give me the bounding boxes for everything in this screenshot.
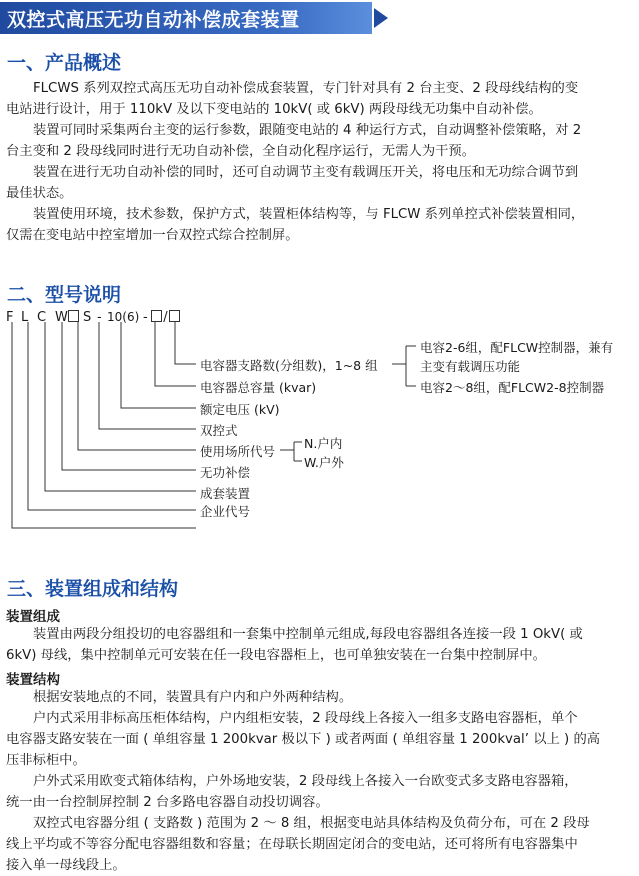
- label-capacity: 电容器总容量 (kvar): [200, 380, 317, 395]
- text-line: 6kV) 母线，集中控制单元可安装在任一段电容器柜上，也可单独安装在一台集中控制屏中。: [6, 648, 546, 663]
- text-line: 电站进行设计，用于 110kV 及以下变电站的 10kV( 或 6kV) 两段母线无功集中自动补偿。: [6, 102, 542, 117]
- structure-paragraph: [6, 687, 634, 876]
- text-line: 统一由一台控制屏控制 2 台多路电容器自动投切调容。: [6, 795, 329, 810]
- text-line: 接入单一母线段上。: [6, 858, 126, 873]
- code-char: -: [143, 310, 148, 325]
- code-char: F: [6, 310, 14, 325]
- text-line: 台主变和 2 段母线同时进行无功自动补偿，全自动化程序运行，无需人为干预。: [6, 144, 476, 159]
- subheading-composition: 装置组成: [6, 609, 60, 625]
- code-char: L: [21, 310, 29, 325]
- controller-note-1b: 主变有载调压功能: [420, 359, 521, 374]
- text-line: 户内式采用非标高压柜体结构，户内组柜安装，2 段母线上各接入一组多支路电容器柜，单个: [33, 711, 578, 726]
- label-voltage: 额定电压 (kV): [200, 402, 280, 417]
- label-reactive: 无功补偿: [200, 465, 251, 480]
- text-line: 装置由两段分组投切的电容器组和一套集中控制单元组成,每段电容器组各连接一段 1 OkV( 或: [33, 627, 583, 642]
- usage-indoor: N.户内: [304, 436, 343, 451]
- text-line: 根据安装地点的不同，装置具有户内和户外两种结构。: [33, 690, 353, 705]
- text-line: 户外式采用欧变式箱体结构，户外场地安装，2 段母线上各接入一台欧变式多支路电容器箱，: [33, 774, 578, 789]
- section-heading-overview: 一、产品概述: [7, 52, 122, 74]
- text-line: 装置可同时采集两台主变的运行参数，跟随变电站的 4 种运行方式，自动调整补偿策略，对 2: [33, 123, 582, 138]
- composition-paragraph: [6, 624, 634, 666]
- text-line: 压非标柜中。: [6, 753, 86, 768]
- controller-note-1: 电容2-6组，配FLCW控制器，兼有: [420, 340, 614, 355]
- text-line: 装置使用环境，技术参数，保护方式，装置柜体结构等，与 FLCW 系列单控式补偿装置相同，: [33, 207, 585, 222]
- code-char: W: [55, 310, 68, 325]
- code-char: C: [37, 310, 47, 325]
- code-voltage: 10(6): [107, 310, 140, 324]
- arrow-right-icon: [374, 8, 388, 28]
- text-line: 仅需在变电站中控室增加一台双控式综合控制屏。: [6, 228, 299, 243]
- text-line: 电容器支路安装在一面 ( 单组容量 1 200kvar 极以下 ) 或者两面 ( 单组容量 1 200kval’ 以上 ) 的高: [6, 732, 601, 747]
- label-dual-control: 双控式: [200, 423, 238, 438]
- overview-paragraph: [6, 78, 634, 246]
- section-heading-model: 二、型号说明: [7, 284, 122, 306]
- section-heading-structure: 三、装置组成和结构: [7, 578, 179, 600]
- subheading-structure: 装置结构: [6, 672, 60, 688]
- label-company-code: 企业代号: [200, 504, 251, 519]
- code-char: /: [163, 310, 168, 325]
- page-title: 双控式高压无功自动补偿成套装置: [7, 9, 300, 31]
- text-line: 双控式电容器分组 ( 支路数 ) 范围为 2 ～ 8 组，根据变电站具体结构及负荷分布，可在 2 段母: [33, 816, 590, 831]
- code-char: S: [83, 310, 92, 325]
- text-line: FLCWS 系列双控式高压无功自动补偿成套装置，专门针对具有 2 台主变、2 段母线结构的变: [33, 81, 579, 96]
- code-char: -: [97, 310, 102, 325]
- text-line: 最佳状态。: [6, 186, 73, 201]
- text-line: 线上平均或不等容分配电容器组数和容量；在母联长期固定闭合的变电站，还可将所有电容器集中: [6, 837, 578, 852]
- usage-outdoor: W.户外: [304, 455, 344, 470]
- label-complete-set: 成套装置: [200, 486, 251, 501]
- label-branches: 电容器支路数(分组数)，1~8 组: [200, 358, 378, 373]
- controller-note-2: 电容2～8组，配FLCW2-8控制器: [420, 380, 605, 395]
- label-usage-code: 使用场所代号: [200, 444, 276, 459]
- text-line: 装置在进行无功自动补偿的同时，还可自动调节主变有载调压开关，将电压和无功综合调节到: [33, 165, 579, 180]
